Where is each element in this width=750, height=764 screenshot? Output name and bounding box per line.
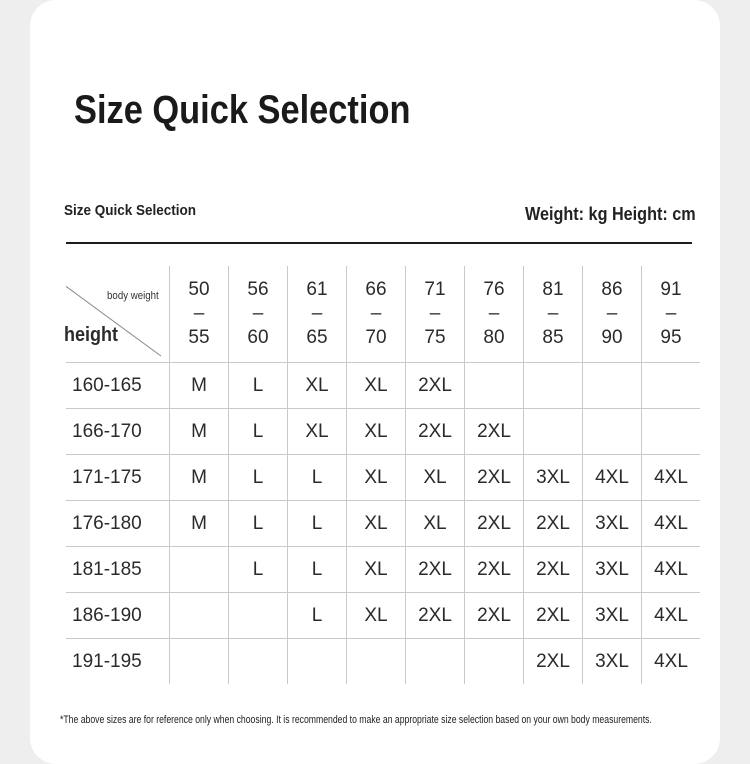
- weight-range-to: 60: [247, 327, 269, 348]
- size-cell: [642, 409, 701, 455]
- weight-range-to: 75: [424, 327, 446, 348]
- weight-range-separator: –: [193, 303, 205, 324]
- body-weight-axis-label: body weight: [107, 290, 159, 302]
- size-cell: [465, 363, 524, 409]
- size-cell: [583, 409, 642, 455]
- weight-range-header: [288, 266, 347, 363]
- table-row: [66, 363, 700, 409]
- size-cell: 4XL: [642, 455, 701, 501]
- units-label: Weight: kg Height: cm: [525, 204, 696, 224]
- size-cell: 2XL: [465, 409, 524, 455]
- size-cell: 3XL: [524, 455, 583, 501]
- size-cell: XL: [406, 501, 465, 547]
- weight-range-to: 85: [542, 327, 564, 348]
- size-cell: 2XL: [465, 501, 524, 547]
- table-row: [66, 455, 700, 501]
- page-title: Size Quick Selection: [74, 88, 411, 132]
- size-cell: L: [229, 455, 288, 501]
- size-cell: 2XL: [406, 547, 465, 593]
- weight-range-header: [642, 266, 701, 363]
- weight-range-to: 90: [601, 327, 623, 348]
- table-row: [66, 639, 700, 685]
- size-cell: XL: [347, 593, 406, 639]
- size-cell: 3XL: [583, 547, 642, 593]
- size-cell: 4XL: [642, 593, 701, 639]
- weight-range-separator: –: [606, 303, 618, 324]
- size-cell: XL: [347, 455, 406, 501]
- table-row: [66, 593, 700, 639]
- weight-range-from: 61: [306, 279, 328, 300]
- weight-range-separator: –: [252, 303, 264, 324]
- size-cell: 2XL: [524, 501, 583, 547]
- weight-range-to: 70: [365, 327, 387, 348]
- size-cell: XL: [406, 455, 465, 501]
- size-cell: 3XL: [583, 639, 642, 685]
- weight-range-from: 76: [483, 279, 505, 300]
- size-cell: [524, 363, 583, 409]
- size-cell: [170, 639, 229, 685]
- weight-range-separator: –: [311, 303, 323, 324]
- height-range-cell: 181-185: [66, 547, 170, 593]
- weight-range-from: 91: [660, 279, 682, 300]
- size-cell: M: [170, 455, 229, 501]
- size-cell: L: [229, 501, 288, 547]
- size-cell: 2XL: [406, 593, 465, 639]
- size-cell: 2XL: [406, 363, 465, 409]
- weight-range-separator: –: [370, 303, 382, 324]
- diagonal-divider: [66, 266, 169, 362]
- weight-range-header: [465, 266, 524, 363]
- size-cell: 3XL: [583, 593, 642, 639]
- size-cell: XL: [288, 409, 347, 455]
- header-divider: [66, 242, 692, 244]
- size-cell: XL: [347, 501, 406, 547]
- table-caption: Size Quick Selection: [64, 202, 197, 219]
- size-cell: 2XL: [406, 409, 465, 455]
- weight-range-to: 80: [483, 327, 505, 348]
- weight-range-to: 95: [660, 327, 682, 348]
- weight-range-header: [170, 266, 229, 363]
- size-cell: [170, 547, 229, 593]
- weight-range-separator: –: [665, 303, 677, 324]
- weight-range-separator: –: [547, 303, 559, 324]
- size-cell: XL: [288, 363, 347, 409]
- size-cell: 4XL: [642, 547, 701, 593]
- size-rows: [66, 363, 700, 685]
- size-cell: L: [229, 363, 288, 409]
- size-cell: 4XL: [583, 455, 642, 501]
- size-cell: M: [170, 501, 229, 547]
- weight-range-from: 81: [542, 279, 564, 300]
- weight-range-to: 55: [188, 327, 210, 348]
- table-row: [66, 547, 700, 593]
- size-cell: [170, 593, 229, 639]
- height-range-cell: 186-190: [66, 593, 170, 639]
- size-cell: M: [170, 363, 229, 409]
- weight-header-row: [66, 266, 700, 363]
- size-cell: [583, 363, 642, 409]
- size-cell: [524, 409, 583, 455]
- size-cell: L: [288, 547, 347, 593]
- footnote: *The above sizes are for reference only when choosing. It is recommended to make an appropriate size selection based on your own body measurements.: [60, 714, 652, 726]
- weight-range-from: 56: [247, 279, 269, 300]
- height-range-cell: 171-175: [66, 455, 170, 501]
- size-cell: L: [288, 501, 347, 547]
- size-cell: [465, 639, 524, 685]
- weight-range-header: [524, 266, 583, 363]
- size-cell: L: [288, 593, 347, 639]
- size-cell: [347, 639, 406, 685]
- weight-range-header: [347, 266, 406, 363]
- size-cell: 4XL: [642, 501, 701, 547]
- size-cell: [229, 593, 288, 639]
- size-cell: 2XL: [524, 593, 583, 639]
- weight-range-header: [406, 266, 465, 363]
- weight-range-header: [583, 266, 642, 363]
- table-row: [66, 409, 700, 455]
- table-row: [66, 501, 700, 547]
- size-cell: M: [170, 409, 229, 455]
- height-range-cell: 176-180: [66, 501, 170, 547]
- size-cell: L: [288, 455, 347, 501]
- size-cell: 2XL: [465, 547, 524, 593]
- size-cell: L: [229, 409, 288, 455]
- weight-range-separator: –: [429, 303, 441, 324]
- size-cell: 3XL: [583, 501, 642, 547]
- weight-range-separator: –: [488, 303, 500, 324]
- size-cell: [229, 639, 288, 685]
- size-cell: [288, 639, 347, 685]
- height-range-cell: 191-195: [66, 639, 170, 685]
- size-cell: 2XL: [465, 593, 524, 639]
- size-cell: 2XL: [465, 455, 524, 501]
- size-cell: L: [229, 547, 288, 593]
- height-range-cell: 166-170: [66, 409, 170, 455]
- size-cell: [406, 639, 465, 685]
- weight-range-to: 65: [306, 327, 328, 348]
- weight-range-from: 50: [188, 279, 210, 300]
- weight-range-from: 71: [424, 279, 446, 300]
- size-cell: 4XL: [642, 639, 701, 685]
- size-chart-table: [66, 266, 700, 684]
- weight-range-from: 86: [601, 279, 623, 300]
- size-cell: XL: [347, 363, 406, 409]
- size-cell: [642, 363, 701, 409]
- height-axis-label: height: [64, 324, 118, 346]
- weight-range-from: 66: [365, 279, 387, 300]
- table-corner-cell: [66, 266, 170, 363]
- size-cell: 2XL: [524, 639, 583, 685]
- size-cell: 2XL: [524, 547, 583, 593]
- weight-range-header: [229, 266, 288, 363]
- height-range-cell: 160-165: [66, 363, 170, 409]
- size-cell: XL: [347, 409, 406, 455]
- size-cell: XL: [347, 547, 406, 593]
